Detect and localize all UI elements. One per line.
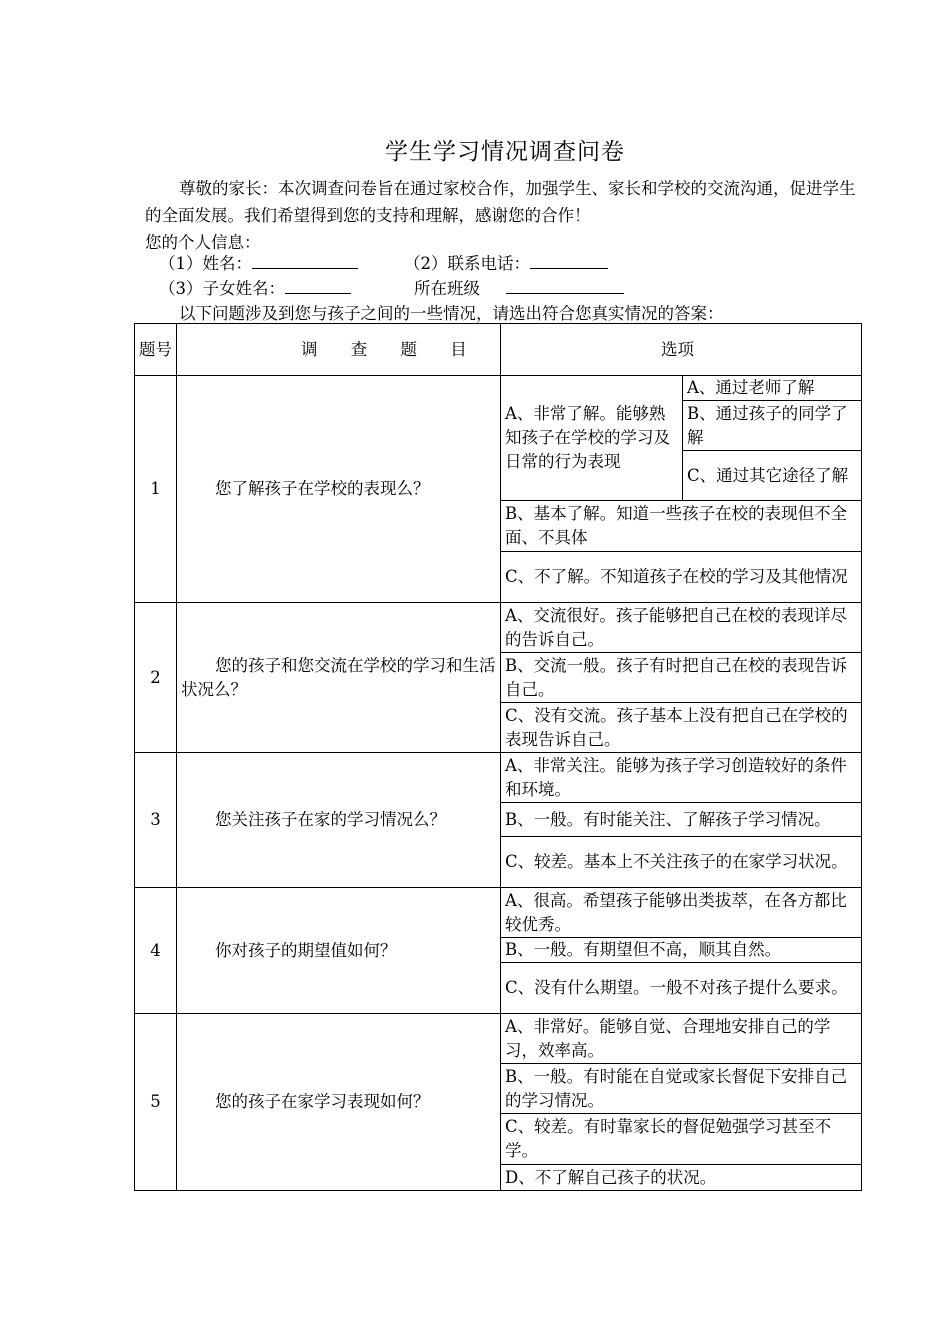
q4-option-c[interactable]: C、没有什么期望。一般不对孩子提什么要求。 xyxy=(501,963,862,1014)
q5-num: 5 xyxy=(135,1014,177,1191)
header-options: 选项 xyxy=(501,324,862,376)
q5-option-b[interactable]: B、一般。有时能在自觉或家长督促下安排自己的学习情况。 xyxy=(501,1064,862,1114)
phone-blank[interactable] xyxy=(530,250,608,269)
table-row xyxy=(135,1014,862,1064)
q1-sub-a[interactable]: A、通过老师了解 xyxy=(683,376,862,401)
q2-option-b[interactable]: B、交流一般。孩子有时把自己在校的表现告诉自己。 xyxy=(501,653,862,703)
q2-option-c[interactable]: C、没有交流。孩子基本上没有把自己在学校的表现告诉自己。 xyxy=(501,703,862,753)
table-row xyxy=(135,376,862,401)
header-num: 题号 xyxy=(135,324,177,376)
q1-option-a[interactable]: A、非常了解。能够熟知孩子在学校的学习及日常的行为表现 xyxy=(501,376,683,501)
q4-question: 你对孩子的期望值如何？ xyxy=(177,888,501,1014)
q2-num: 2 xyxy=(135,603,177,753)
personal-info-label: 您的个人信息： xyxy=(145,233,261,252)
q3-num: 3 xyxy=(135,753,177,888)
instruction-text: 以下问题涉及到您与孩子之间的一些情况，请选出符合您真实情况的答案： xyxy=(179,304,724,323)
q5-option-d[interactable]: D、不了解自己孩子的状况。 xyxy=(501,1165,862,1191)
document-title: 学生学习情况调查问卷 xyxy=(385,139,625,165)
phone-label: （2）联系电话： xyxy=(404,254,530,273)
q1-option-c[interactable]: C、不了解。不知道孩子在校的学习及其他情况 xyxy=(501,552,862,603)
table-row xyxy=(135,753,862,803)
survey-table xyxy=(134,323,862,1191)
child-name-label: （3）子女姓名： xyxy=(159,279,285,298)
q4-num: 4 xyxy=(135,888,177,1014)
q1-question: 您了解孩子在学校的表现么？ xyxy=(177,376,501,603)
q1-sub-c[interactable]: C、通过其它途径了解 xyxy=(683,451,862,501)
child-name-blank[interactable] xyxy=(285,275,351,294)
child-name-field xyxy=(159,275,351,299)
q5-option-c[interactable]: C、较差。有时靠家长的督促勉强学习甚至不学。 xyxy=(501,1114,862,1165)
q5-option-a[interactable]: A、非常好。能够自觉、合理地安排自己的学习，效率高。 xyxy=(501,1014,862,1064)
q2-option-a[interactable]: A、交流很好。孩子能够把自己在校的表现详尽的告诉自己。 xyxy=(501,603,862,653)
class-label: 所在班级 xyxy=(414,279,480,298)
name-label: （1）姓名： xyxy=(159,254,252,273)
q4-option-a[interactable]: A、很高。希望孩子能够出类拔萃，在各方都比较优秀。 xyxy=(501,888,862,938)
intro-section xyxy=(145,175,870,256)
q3-question: 您关注孩子在家的学习情况么？ xyxy=(177,753,501,888)
phone-field xyxy=(404,250,608,274)
q1-sub-b[interactable]: B、通过孩子的同学了解 xyxy=(683,401,862,451)
header-question: 调 查 题 目 xyxy=(177,324,501,376)
q2-question: 您的孩子和您交流在学校的学习和生活状况么？ xyxy=(177,603,501,753)
class-blank[interactable] xyxy=(506,275,624,294)
q3-option-b[interactable]: B、一般。有时能关注、了解孩子学习情况。 xyxy=(501,803,862,837)
table-header-row xyxy=(135,324,862,376)
name-field xyxy=(159,250,358,274)
q1-option-b[interactable]: B、基本了解。知道一些孩子在校的表现但不全面、不具体 xyxy=(501,501,862,552)
q3-option-a[interactable]: A、非常关注。能够为孩子学习创造较好的条件和环境。 xyxy=(501,753,862,803)
class-field xyxy=(414,275,624,299)
q3-option-c[interactable]: C、较差。基本上不关注孩子的在家学习状况。 xyxy=(501,837,862,888)
table-row xyxy=(135,888,862,938)
q4-option-b[interactable]: B、一般。有期望但不高，顺其自然。 xyxy=(501,938,862,963)
q1-num: 1 xyxy=(135,376,177,603)
name-blank[interactable] xyxy=(252,250,358,269)
greeting-paragraph: 尊敬的家长：本次调查问卷旨在通过家校合作，加强学生、家长和学校的交流沟通，促进学生的全面发展。我们希望得到您的支持和理解，感谢您的合作！ xyxy=(145,179,856,225)
q5-question: 您的孩子在家学习表现如何？ xyxy=(177,1014,501,1191)
table-row xyxy=(135,603,862,653)
